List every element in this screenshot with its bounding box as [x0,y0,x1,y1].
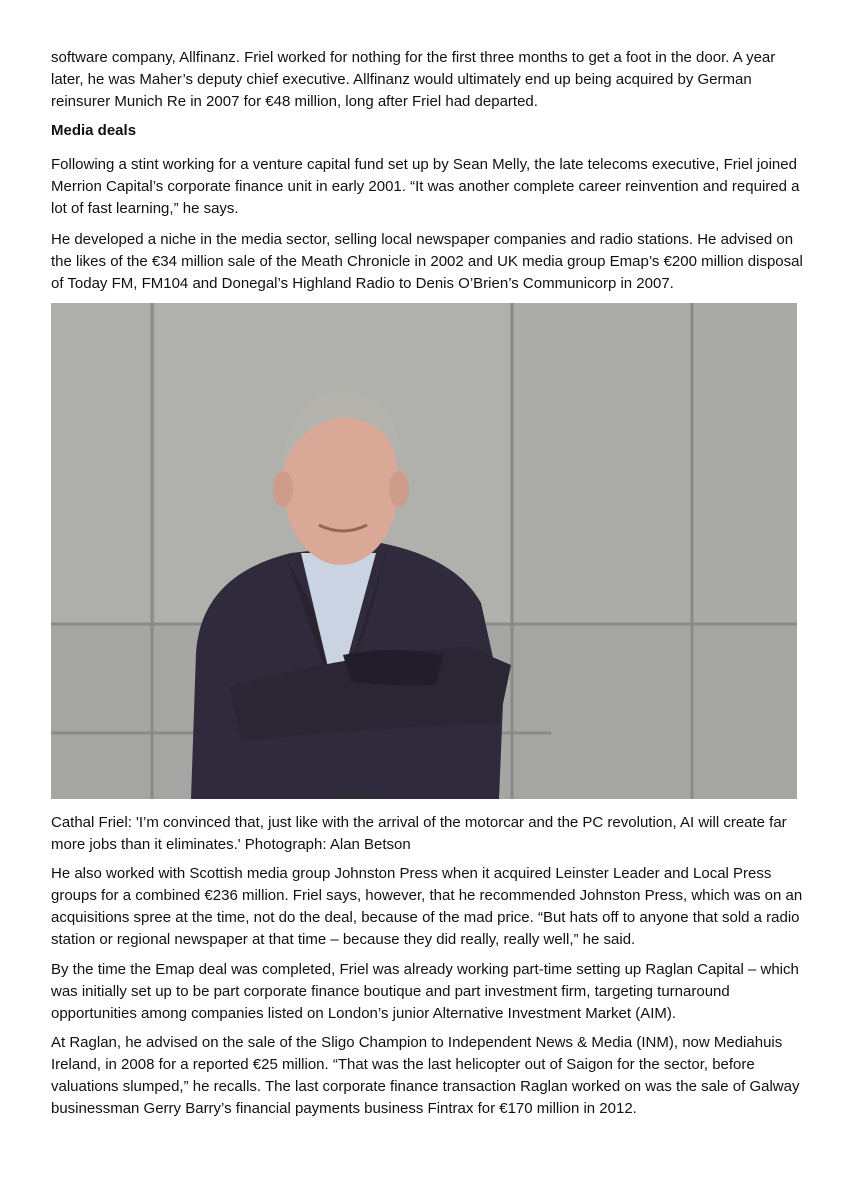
portrait-photo [51,303,797,799]
paragraph-intro: software company, Allfinanz. Friel worked for nothing for the first three months to get a foot in the door. A year later, he was Maher’s deputy chief executive. Allfinanz would ultimately end up being acquired by German reinsurer Munich Re in 2007 for €48 million, long after Friel had departed. [51,49,776,110]
paragraph-media-niche: He developed a niche in the media sector, selling local newspaper companies and radio stations. He advised on the likes of the €34 million sale of the Meath Chronicle in 2002 and UK media group Emap’s €200 million disposal of Today FM, FM104 and Donegal’s Highland Radio to Denis O’Brien’s Communicorp in 2007. [51,231,803,292]
paragraph-johnston-press: He also worked with Scottish media group Johnston Press when it acquired Leinster Leader and Local Press groups for a combined €236 million. Friel says, however, that he recommended Johnston Press, which was on an acquisitions spree at the time, not do the deal, because of the mad price. “But hats off to anyone that sold a radio station or regional newspaper at that time – because they did really, really well,” he said. [51,865,803,948]
section-heading: Media deals [51,122,137,139]
paragraph-raglan-setup: By the time the Emap deal was completed, Friel was already working part-time setting up Raglan Capital – which was initially set up to be part corporate finance boutique and part investment firm, targeting turnaround opportunities among companies listed on London’s junior Alternative Investment Market (AIM). [51,961,799,1022]
photo-caption: Cathal Friel: 'I’m convinced that, just like with the arrival of the motorcar and the PC revolution, AI will create far more jobs than it eliminates.' Photograph: Alan Betson [51,814,787,853]
paragraph-venture: Following a stint working for a venture capital fund set up by Sean Melly, the late telecoms executive, Friel joined Merrion Capital’s corporate finance unit in early 2001. “It was another complete career reinvention and required a lot of fast learning,” he says. [51,156,800,217]
paragraph-raglan-deals: At Raglan, he advised on the sale of the Sligo Champion to Independent News & Media (INM), now Mediahuis Ireland, in 2008 for a reported €25 million. “That was the last helicopter out of Saigon for the sector, before valuations slumped,” he recalls. The last corporate finance transaction Raglan worked on was the sale of Galway businessman Gerry Barry’s financial payments business Fintrax for €170 million in 2012. [51,1034,800,1117]
